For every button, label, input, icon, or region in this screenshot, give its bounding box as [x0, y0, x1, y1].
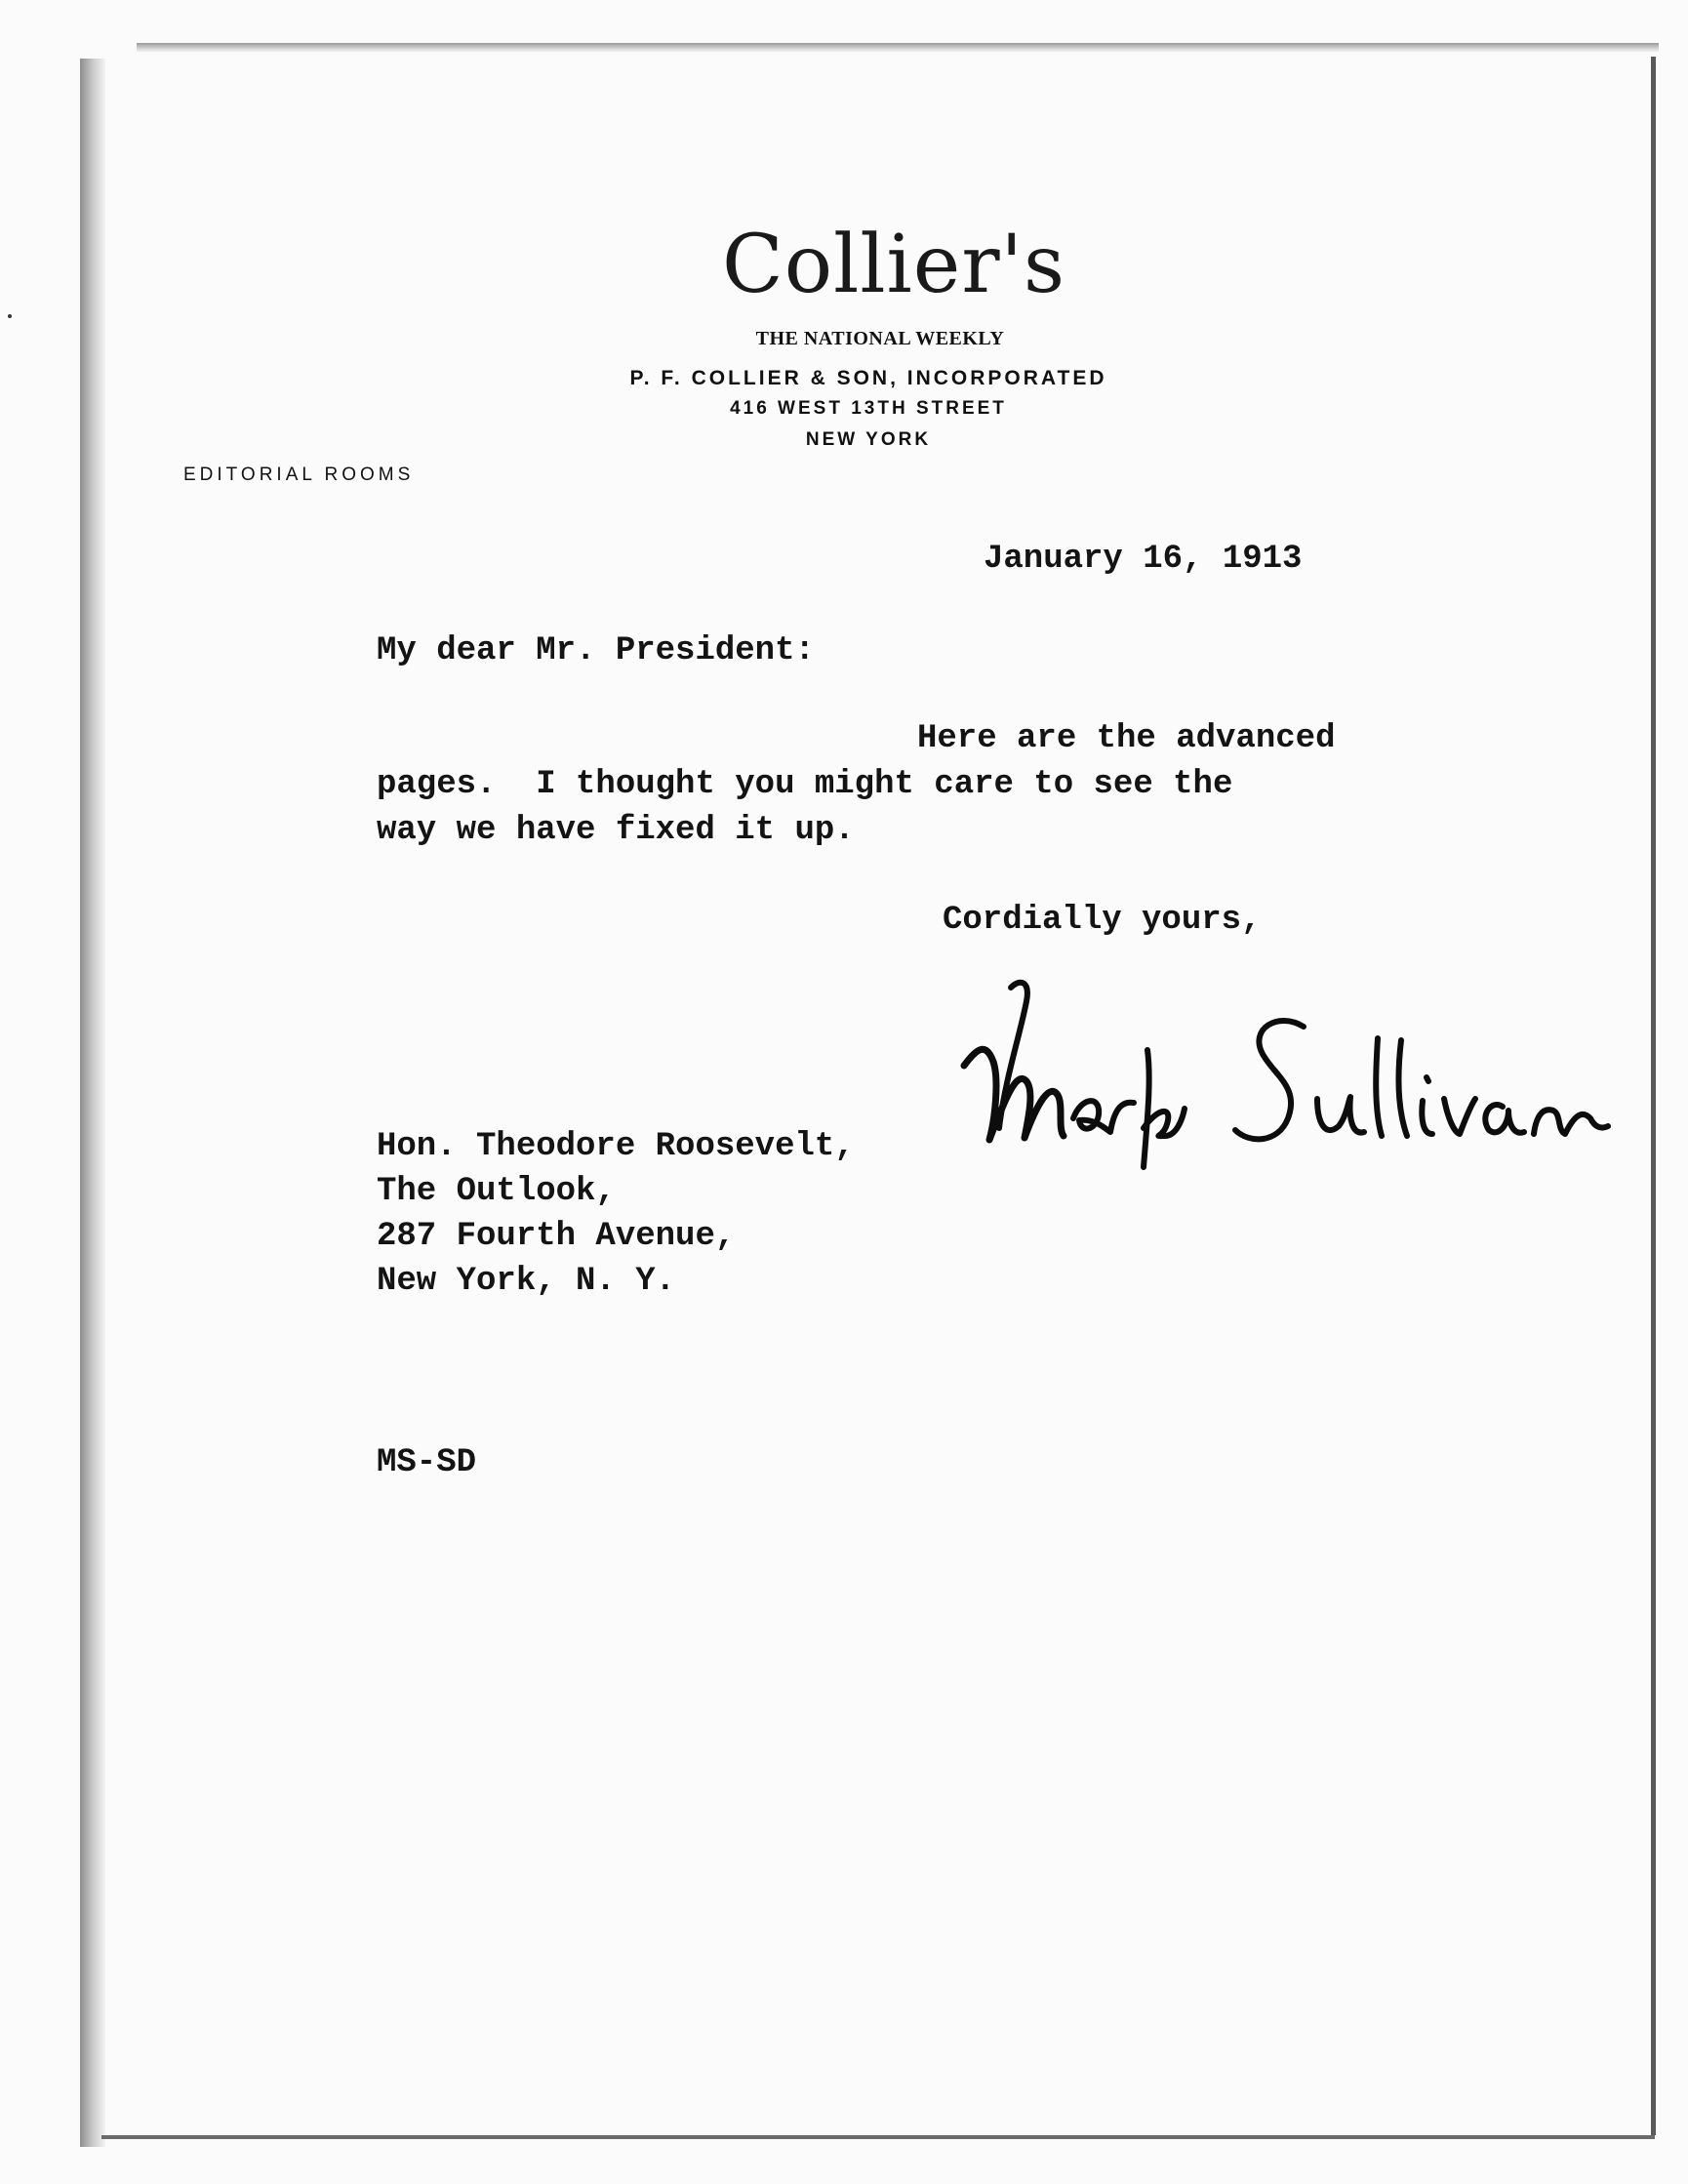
- letterhead-city: NEW YORK: [805, 429, 932, 450]
- letterhead-subtitle: THE NATIONAL WEEKLY: [755, 328, 1005, 349]
- body-line: pages. I thought you might care to see the: [377, 766, 1233, 803]
- page-edge-right: [1651, 57, 1656, 2135]
- scan-edge-top: [137, 43, 1659, 53]
- scan-edge-left: [80, 59, 105, 2147]
- scan-speck: [8, 314, 12, 318]
- body-line: Here are the advanced: [917, 720, 1336, 757]
- recipient-line: The Outlook,: [377, 1173, 616, 1210]
- recipient-line: 287 Fourth Avenue,: [377, 1218, 736, 1255]
- letter-date: January 16, 1913: [984, 541, 1303, 578]
- recipient-line: Hon. Theodore Roosevelt,: [377, 1128, 855, 1165]
- letter-closing: Cordially yours,: [943, 902, 1262, 939]
- letterhead-title: Collier's: [722, 219, 1066, 311]
- reference-initials: MS-SD: [377, 1444, 477, 1481]
- page-edge-bottom: [101, 2135, 1655, 2139]
- letter-salutation: My dear Mr. President:: [377, 632, 815, 669]
- recipient-line: New York, N. Y.: [377, 1263, 676, 1300]
- handwritten-signature: [956, 972, 1620, 1196]
- body-line: way we have fixed it up.: [377, 812, 855, 849]
- letterhead-address: 416 WEST 13TH STREET: [730, 398, 1007, 419]
- letterhead-department: EDITORIAL ROOMS: [183, 465, 415, 485]
- letterhead-company: P. F. COLLIER & SON, INCORPORATED: [629, 367, 1107, 389]
